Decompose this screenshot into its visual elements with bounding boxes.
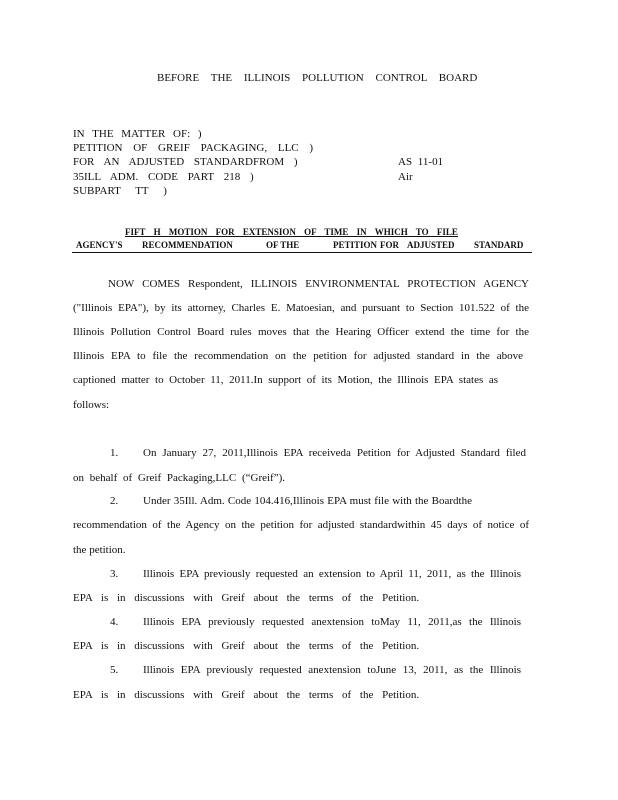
item-line: recommendation of the Agency on the petition for adjusted standardwithin 45 days of notice of: [73, 519, 529, 531]
paragraph-line: ("Illinois EPA"), by its attorney, Charles E. Matoesian, and pursuant to Section 101.522 of the: [73, 302, 529, 314]
title-word: RECOMMENDATION: [142, 240, 233, 250]
caption-line-3: FOR AN ADJUSTED STANDARDFROM ): [73, 156, 298, 168]
case-number: AS 11-01: [398, 156, 444, 168]
case-type: Air: [398, 171, 413, 183]
item-line: EPA is in discussions with Greif about the terms of the Petition.: [73, 640, 420, 652]
motion-title-line-2: [76, 241, 523, 250]
item-line: Illinois EPA previously requested an extension to April 11, 2011, as the Illinois: [143, 568, 521, 580]
item-line: EPA is in discussions with Greif about the terms of the Petition.: [73, 592, 420, 604]
item-line: EPA is in discussions with Greif about the terms of the Petition.: [73, 689, 420, 701]
item-number: 2.: [110, 495, 119, 507]
item-line: On January 27, 2011,Illinois EPA receiveda Petition for Adjusted Standard filed: [143, 447, 526, 459]
title-word: AGENCY'S: [76, 240, 123, 250]
item-number: 3.: [110, 568, 119, 580]
caption-line-1: IN THE MATTER OF: ): [73, 128, 202, 140]
caption-line-4: 35ILL ADM. CODE PART 218 ): [73, 171, 254, 183]
item-number: 1.: [110, 447, 119, 459]
caption-line-2: PETITION OF GREIF PACKAGING, LLC ): [73, 142, 314, 154]
item-number: 4.: [110, 616, 119, 628]
title-word: FOR: [380, 240, 399, 250]
paragraph-line: Illinois Pollution Control Board rules moves that the Hearing Officer extend the time for the: [73, 326, 529, 338]
item-line: on behalf of Greif Packaging,LLC (“Greif”).: [73, 472, 286, 484]
paragraph-line: follows:: [73, 399, 110, 411]
board-heading: BEFORE THE ILLINOIS POLLUTION CONTROL BOARD: [157, 72, 478, 84]
item-line: Under 35Ill. Adm. Code 104.416,Illinois EPA must file with the Boardthe: [143, 495, 472, 507]
caption-line-5: SUBPART TT ): [73, 185, 167, 197]
title-word: OF THE: [266, 240, 300, 250]
title-word: PETITION: [333, 240, 378, 250]
title-divider: [72, 252, 532, 253]
item-line: the petition.: [73, 544, 126, 556]
paragraph-line: Illinois EPA to file the recommendation on the petition for adjusted standard in the above: [73, 350, 523, 362]
motion-title-line-1: FIFT H MOTION FOR EXTENSION OF TIME IN WHICH TO FILE: [125, 227, 458, 237]
title-word: STANDARD: [474, 240, 524, 250]
paragraph-line: captioned matter to October 11, 2011.In support of its Motion, the Illinois EPA states as: [73, 374, 498, 386]
item-line: Illinois EPA previously requested anextension toJune 13, 2011, as the Illinois: [143, 664, 521, 676]
item-number: 5.: [110, 664, 119, 676]
item-line: Illinois EPA previously requested anextension toMay 11, 2011,as the Illinois: [143, 616, 521, 628]
title-word: ADJUSTED: [407, 240, 455, 250]
paragraph-line: NOW COMES Respondent, ILLINOIS ENVIRONMENTAL PROTECTION AGENCY: [108, 278, 529, 290]
